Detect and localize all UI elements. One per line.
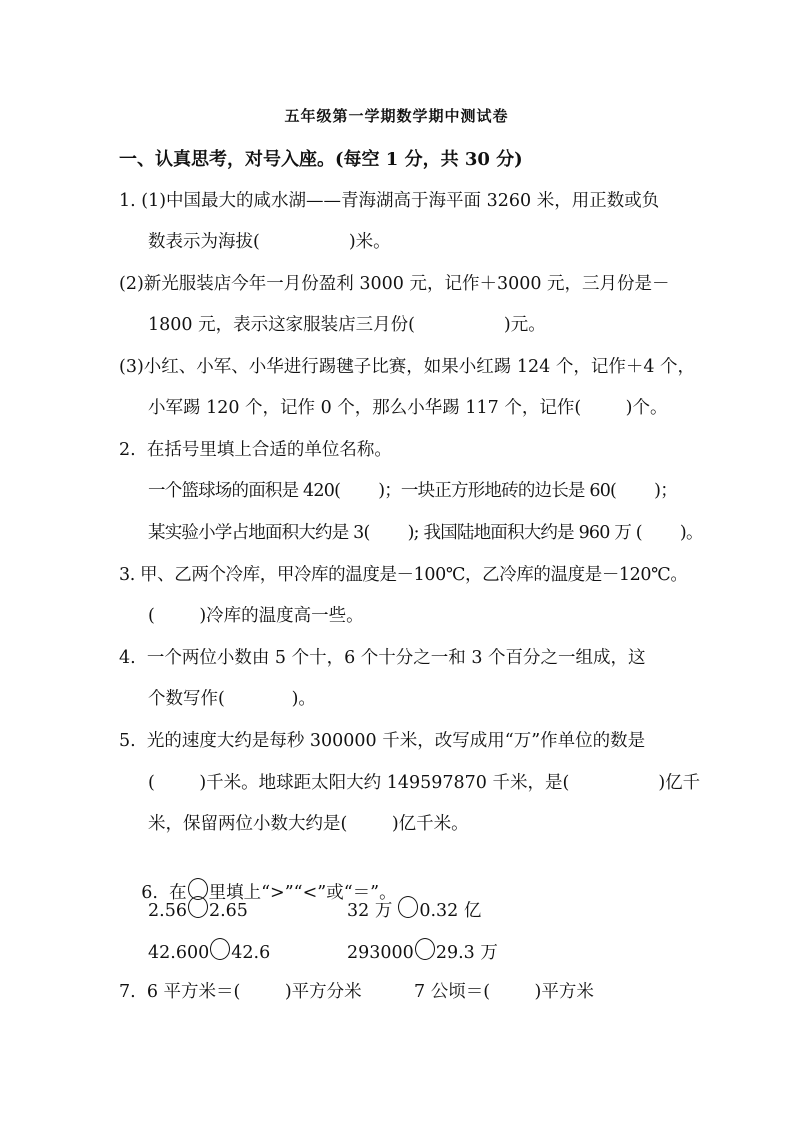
q6-item-4	[347, 938, 498, 965]
q2-line1: 2. 在括号里填上合适的单位名称。	[119, 440, 392, 460]
q1-part3-line1: (3)小红、小军、小华进行踢毽子比赛，如果小红踢 124 个，记作＋4 个，	[119, 357, 696, 377]
compare-circle-icon[interactable]	[398, 896, 418, 918]
q6-item-3-left: 42.600	[148, 943, 210, 963]
q3-line1: 3. 甲、乙两个冷库，甲冷库的温度是－100℃，乙冷库的温度是－120℃。	[119, 565, 688, 585]
q1-line1: 1. (1)中国最大的咸水湖——青海湖高于海平面 3260 米，用正数或负	[119, 191, 660, 211]
q6-suffix: 里填上“>”“<”或“＝”。	[208, 883, 397, 903]
q6-item-3	[148, 938, 270, 965]
q6-item-2	[347, 896, 481, 923]
q6-item-2-left: 32 万	[347, 901, 393, 921]
q1-part3-line2: 小军踢 120 个，记作 0 个，那么小华踢 117 个，记作( )个。	[148, 398, 668, 418]
q1-part2-line1: (2)新光服装店今年一月份盈利 3000 元，记作＋3000 元，三月份是－	[119, 274, 670, 294]
q6-item-2-right: 0.32 亿	[419, 901, 482, 921]
q6-item-1-right: 2.65	[208, 901, 248, 921]
q7-part1: 7. 6 平方米＝( )平方分米	[119, 982, 362, 1002]
q4-line2: 个数写作( )。	[148, 689, 316, 709]
q4-line1: 4. 一个两位小数由 5 个十，6 个十分之一和 3 个百分之一组成，这	[119, 648, 646, 668]
q3-line2: ( )冷库的温度高一些。	[148, 606, 364, 626]
page-title: 五年级第一学期数学期中测试卷	[284, 107, 509, 125]
q6-item-4-right: 29.3 万	[435, 943, 498, 963]
q6-item-1-left: 2.56	[148, 901, 187, 921]
compare-circle-icon[interactable]	[415, 938, 435, 960]
compare-circle-icon[interactable]	[210, 938, 230, 960]
q6-prefix: 6. 在	[141, 883, 187, 903]
q5-line1: 5. 光的速度大约是每秒 300000 千米，改写成用“万”作单位的数是	[119, 731, 646, 751]
q6-item-3-right: 42.6	[231, 943, 271, 963]
q6-item-4-left: 293000	[347, 943, 414, 963]
q1-part2-line2: 1800 元，表示这家服装店三月份( )元。	[148, 315, 546, 335]
q5-line2: ( )千米。地球距太阳大约 149597870 千米，是( )亿千	[148, 773, 701, 793]
section-heading: 一、认真思考，对号入座。(每空 1 分，共 30 分)	[119, 149, 523, 170]
q1-line2: 数表示为海拔( )米。	[148, 232, 391, 252]
q7-part2: 7 公顷＝( )平方米	[414, 982, 594, 1002]
q2-line3: 某实验小学占地面积大约是 3( ); 我国陆地面积大约是 960 万 ( )。	[148, 523, 703, 543]
q5-line3: 米，保留两位小数大约是( )亿千米。	[148, 814, 469, 834]
compare-circle-icon[interactable]	[188, 896, 208, 918]
q2-line2: 一个篮球场的面积是 420( )；一块正方形地砖的边长是 60( )；	[148, 481, 677, 501]
q6-item-1	[148, 896, 248, 923]
